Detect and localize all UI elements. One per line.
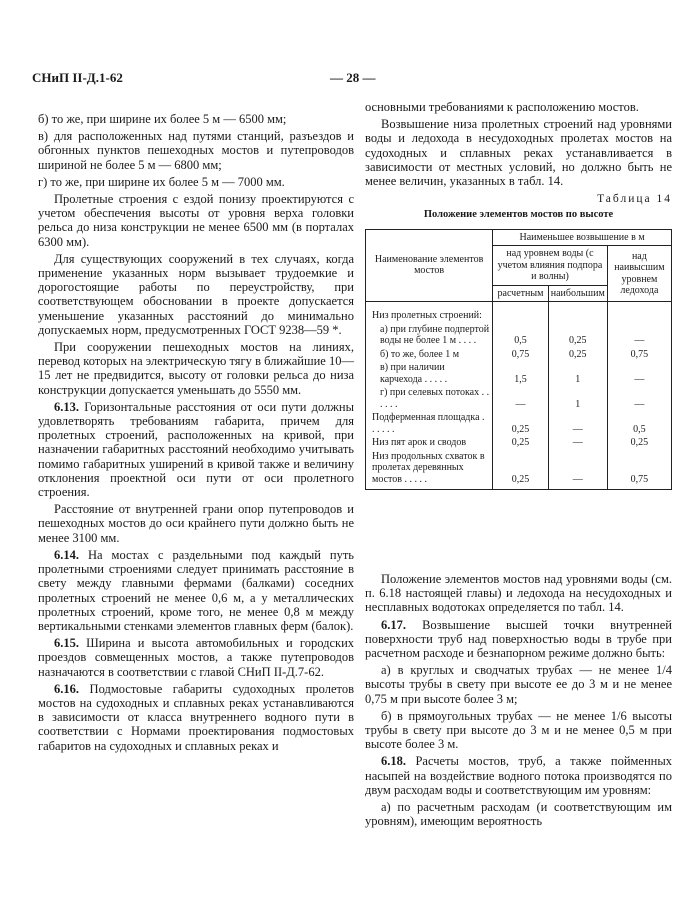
row-name: г) при селевых потоках . . . . . . — [366, 386, 493, 411]
cell-ice: 0,5 — [607, 411, 671, 436]
paragraph — [38, 636, 354, 679]
cell-calc: 0,75 — [493, 348, 549, 362]
paragraph — [38, 682, 354, 753]
paragraph: основными требованиями к расположению мостов. — [365, 100, 639, 114]
table-row — [366, 323, 672, 348]
cell-calc: 0,25 — [493, 436, 549, 450]
paragraph — [365, 754, 672, 797]
section-number: 6.14. — [54, 547, 79, 562]
table-header-max: наибольшим — [548, 285, 607, 302]
table-row — [366, 411, 672, 436]
table-header-name: Наименование элементов мостов — [366, 229, 493, 302]
paragraph: в) для расположенных над путями станций, разъездов и обгонных пунктов пешеходных мостов и путепроводов шириной не более 5 м — 6800 мм; — [38, 129, 354, 172]
section-number: 6.17. — [381, 617, 406, 632]
paragraph-text: Горизонтальные расстояния от оси пути должны удовлетворять требованиям габарита, причем для пролетных строений, расположенных на кривой, при назначении габаритных расстояний необходимо учитывать помимо габаритных уширений в кривой также и величину отклонения проектной оси пути от оси пролетного строения. — [38, 399, 354, 500]
right-column-bottom — [365, 572, 672, 831]
cell-max: 0,25 — [548, 323, 607, 348]
section-number: 6.13. — [54, 399, 79, 414]
section-number: 6.15. — [54, 636, 79, 651]
cell-ice: 0,25 — [607, 436, 671, 450]
paragraph: г) то же, при ширине их более 5 м — 7000 мм. — [38, 174, 285, 189]
paragraph-text: Возвышение высшей точки внутренней поверхности труб над поверхностью воды в трубе при расчетном расходе и безнапорном режиме должно быть: — [365, 617, 672, 661]
cell-calc: 0,5 — [493, 323, 549, 348]
cell-calc: 0,25 — [493, 450, 549, 490]
document-code: СНиП II-Д.1-62 — [32, 70, 123, 85]
paragraph: б) то же, при ширине их более 5 м — 6500 мм; — [38, 112, 287, 126]
cell-max: 1 — [548, 386, 607, 411]
table-row — [366, 450, 672, 490]
right-column-top — [365, 100, 672, 490]
table-row — [366, 302, 672, 323]
row-name: Низ продольных схваток в пролетах деревянных мостов . . . . . — [366, 450, 493, 490]
cell-ice — [607, 302, 671, 323]
cell-max: — — [548, 450, 607, 490]
paragraph-text: Ширина и высота автомобильных и городских проездов совмещенных мостов, а также путепроводов назначаются в соответствии с главой СНиП II-Д.7-62. — [38, 636, 355, 679]
cell-max: 1 — [548, 361, 607, 386]
table-row — [366, 361, 672, 386]
page-number: — 28 — — [330, 70, 376, 85]
paragraph: Возвышение низа пролетных строений над уровнями воды и ледохода в несудоходных пролетах мостов на судоходных и сплавных реках устанавливается в зависимости от местных условий, но должно быть не менее величин, указанных в табл. 14. — [365, 117, 672, 189]
cell-max: — — [548, 436, 607, 450]
cell-calc: 1,5 — [493, 361, 549, 386]
cell-ice: — — [607, 323, 671, 348]
cell-max: 0,25 — [548, 348, 607, 362]
paragraph: а) в круглых и сводчатых трубах — не менее 1/4 высоты трубы в свету при высоте ее до 3 м и не менее 0,75 м при высоте более 3 м; — [365, 663, 672, 706]
table-row — [366, 348, 672, 362]
table-row — [366, 436, 672, 450]
table-header-water: над уровнем воды (с учетом влияния подпора и волны) — [493, 246, 608, 286]
cell-ice: 0,75 — [607, 348, 671, 362]
section-number: 6.16. — [54, 681, 79, 696]
section-number: 6.18. — [381, 754, 406, 769]
cell-max — [548, 302, 607, 323]
paragraph: Положение элементов мостов над уровнями воды (см. п. 6.18 настоящей главы) и ледохода на несудоходных и несплавных водотоках определяется по табл. 14. — [365, 572, 672, 615]
table-header-calc: расчетным — [493, 285, 549, 302]
table-title: Положение элементов мостов по высоте — [423, 209, 614, 221]
cell-calc: — — [493, 386, 549, 411]
cell-ice: 0,75 — [607, 450, 671, 490]
paragraph: б) в прямоугольных трубах — не менее 1/6 высоты трубы в свету при высоте до 3 м и не менее 0,5 м при высоте более 3 м. — [365, 708, 672, 752]
table-caption: Таблица 14 — [597, 193, 672, 206]
cell-max: — — [548, 411, 607, 436]
table-row — [366, 386, 672, 411]
row-name: Низ пят арок и сводов — [366, 436, 493, 450]
left-column — [38, 112, 354, 756]
paragraph: Для существующих сооружений в тех случаях, когда применение указанных норм вызывает трудоемкие и дорогостоящие работы по переустройству, при соответствующем обосновании в проекте допускается уменьшение указанных расстояний до минимально допускаемых норм, предусмотренных ГОСТ 9238—59 *. — [38, 251, 354, 337]
paragraph-text: Подмостовые габариты судоходных пролетов мостов на судоходных и сплавных реках устанавливаются в зависимости от класса внутреннего водного пути в соответствии с Нормами проектирования подмостовых габаритов на судоходных и сплавных реках и — [38, 681, 355, 753]
row-name: Низ пролетных строений: — [366, 302, 493, 323]
paragraph-text: На мостах с раздельными под каждый путь пролетными строениями следует принимать расстояние в свету между главными фермами (балками) соседних пролетных строений не менее 0,6 м, а у металлических пролетных строений, кроме того, не менее 0,8 м между вертикальными стенками элементов главных ферм (балок). — [38, 547, 354, 633]
cell-calc: 0,25 — [493, 411, 549, 436]
paragraph: При сооружении пешеходных мостов на линиях, перевод которых на электрическую тягу в ближайшие 10—15 лет не предвидится, высоту от головки рельса до низа конструкции допускается уменьшать до 5550 мм. — [38, 340, 354, 397]
paragraph — [38, 400, 354, 499]
paragraph — [38, 548, 354, 633]
paragraph: Расстояние от внутренней грани опор путепроводов и пешеходных мостов до оси крайнего пути должно быть не менее 3100 мм. — [38, 502, 354, 545]
paragraph — [365, 618, 672, 661]
cell-ice: — — [607, 361, 671, 386]
row-name: а) при глубине подпертой воды не более 1 м . . . . — [366, 323, 493, 348]
cell-calc — [493, 302, 549, 323]
height-table — [365, 229, 672, 491]
row-name: в) при наличии карчехода . . . . . — [366, 361, 493, 386]
table-header-ice: над наивысшим уровнем ледохода — [607, 246, 671, 302]
row-name: Подферменная площадка . . . . . . — [366, 411, 493, 436]
cell-ice: — — [607, 386, 671, 411]
paragraph-text: Расчеты мостов, труб, а также пойменных насыпей на воздействие водного потока производятся по двум расходам воды и соответствующим им уровням: — [365, 754, 672, 797]
row-name: б) то же, более 1 м — [366, 348, 493, 362]
table-header-group: Наименьшее возвышение в м — [493, 229, 672, 246]
paragraph: а) по расчетным расходам (и соответствующим им уровням), имеющим вероятность — [365, 800, 672, 829]
paragraph: Пролетные строения с ездой понизу проектируются с учетом обеспечения высоты от уровня верха головки рельса до низа конструкции не менее 6500 мм (в порталах 6300 мм). — [38, 192, 354, 249]
